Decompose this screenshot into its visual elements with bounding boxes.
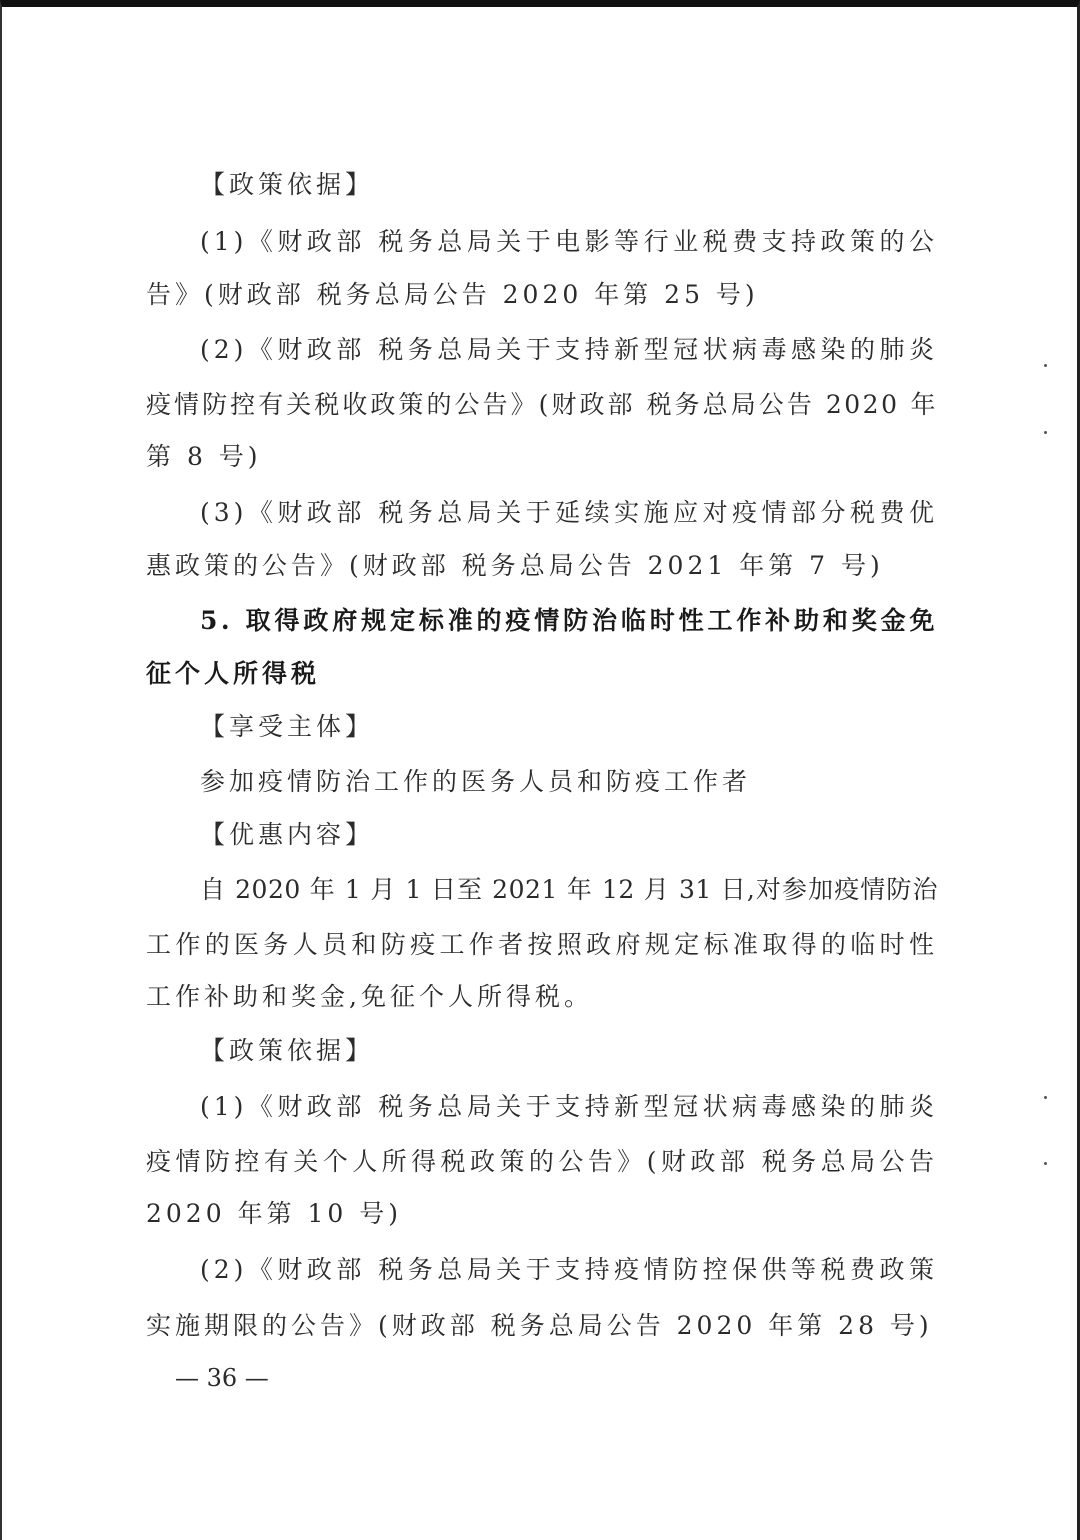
section-heading-benefit-content: 【优惠内容】 (200, 820, 375, 849)
text-line: (3)《财政部 税务总局关于延续实施应对疫情部分税费优 (200, 498, 938, 527)
text-line: 2020 年第 10 号) (146, 1199, 403, 1228)
item-5-heading-cont: 征个人所得税 (146, 659, 321, 688)
text-line: (1)《财政部 税务总局关于支持新型冠状病毒感染的肺炎 (200, 1092, 938, 1121)
text-line: (2)《财政部 税务总局关于支持疫情防控保供等税费政策 (200, 1255, 938, 1284)
text-line: 自 2020 年 1 月 1 日至 2021 年 12 月 31 日,对参加疫情防治 (200, 875, 938, 904)
text-line: 工作补助和奖金,免征个人所得税。 (146, 982, 593, 1011)
text-line: 疫情防控有关税收政策的公告》(财政部 税务总局公告 2020 年 (146, 390, 938, 419)
section-heading-policy-basis: 【政策依据】 (200, 170, 375, 199)
text-line: 工作的医务人员和防疫工作者按照政府规定标准取得的临时性 (146, 930, 938, 959)
page-number: — 36 — (175, 1364, 269, 1392)
scan-speck (1044, 364, 1047, 367)
text-line: (2)《财政部 税务总局关于支持新型冠状病毒感染的肺炎 (200, 335, 938, 364)
text-line: 惠政策的公告》(财政部 税务总局公告 2021 年第 7 号) (146, 551, 884, 580)
text-line: 第 8 号) (146, 442, 262, 471)
text-line: (1)《财政部 税务总局关于电影等行业税费支持政策的公 (200, 227, 938, 256)
text-line: 参加疫情防治工作的医务人员和防疫工作者 (200, 767, 752, 796)
section-heading-policy-basis: 【政策依据】 (200, 1036, 375, 1065)
text-line: 告》(财政部 税务总局公告 2020 年第 25 号) (146, 280, 759, 309)
item-5-heading: 5. 取得政府规定标准的疫情防治临时性工作补助和奖金免 (200, 606, 938, 635)
scan-speck (1044, 1096, 1047, 1099)
section-heading-beneficiary: 【享受主体】 (200, 712, 375, 741)
scan-speck (1044, 1162, 1047, 1165)
text-line: 疫情防控有关个人所得税政策的公告》(财政部 税务总局公告 (146, 1147, 938, 1176)
text-line: 实施期限的公告》(财政部 税务总局公告 2020 年第 28 号) (146, 1311, 933, 1340)
scan-speck (1044, 431, 1047, 434)
